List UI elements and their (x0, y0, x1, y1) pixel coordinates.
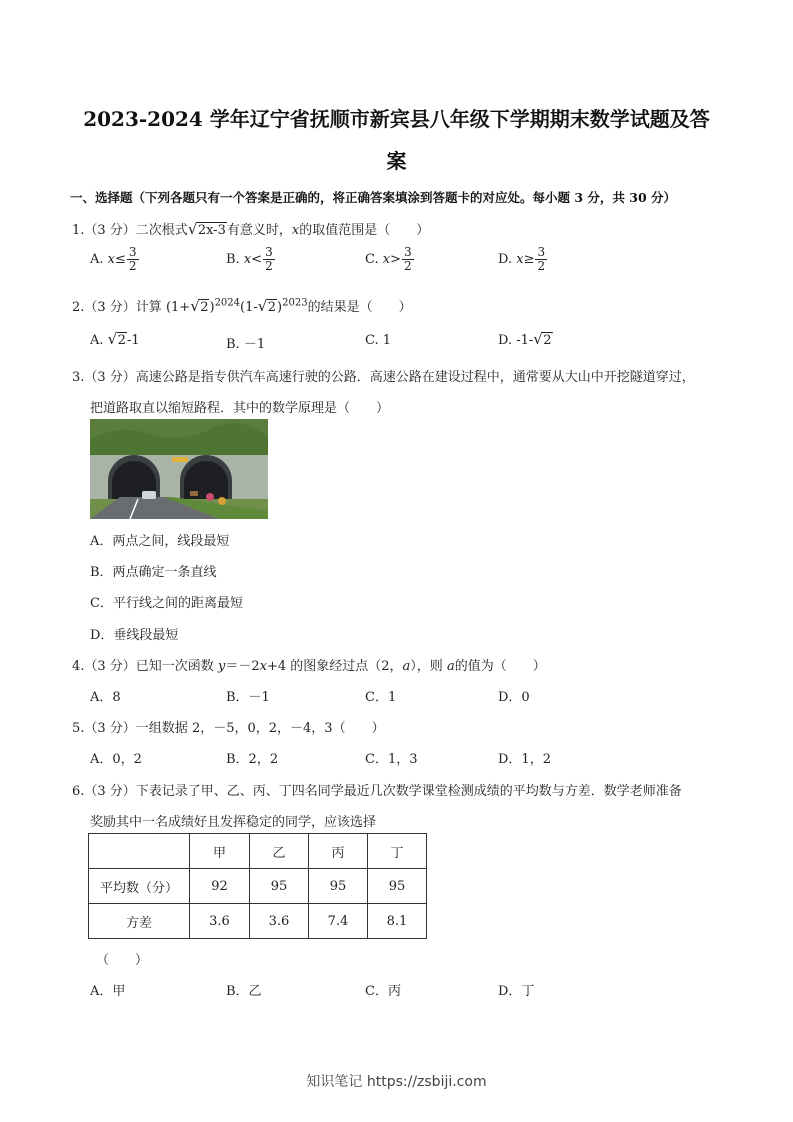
q6-option-d[interactable]: D．丁 (498, 984, 535, 999)
page-title-line2: 案 (386, 149, 407, 173)
q5-option-a[interactable]: A．0，2 (90, 752, 142, 767)
q4-option-a[interactable]: A．8 (90, 690, 121, 705)
tunnel-photo (90, 419, 268, 519)
page-title-line1: 2023-2024 学年辽宁省抚顺市新宾县八年级下学期期末数学试题及答 (83, 107, 710, 131)
q5-option-b[interactable]: B．2，2 (226, 752, 279, 767)
q2-option-d[interactable]: D. -1- √ 2 (498, 330, 552, 348)
q6-stem-line2: 奖励其中一名成绩好且发挥稳定的同学，应该选择 (90, 815, 377, 830)
section-heading: 一、选择题（下列各题只有一个答案是正确的，将正确答案填涂到答题卡的对应处。每小题 3 分，共 30 分） (70, 190, 677, 205)
q2-option-b[interactable]: B. －1 (226, 337, 266, 352)
table-header: 乙 (250, 834, 309, 869)
q5-option-d[interactable]: D．1，2 (498, 752, 551, 767)
table-cell: 平均数（分） (89, 869, 190, 904)
question-5: 5.（3 分）一组数据 2，－5，0，2，－4，3（ ） (72, 721, 385, 736)
table-cell: 3.6 (190, 904, 250, 939)
table-cell: 92 (190, 869, 250, 904)
table-header-row (89, 834, 427, 869)
table-cell: 7.4 (309, 904, 368, 939)
question-1: 1.（3 分）二次根式 √ 2x-3有意义时，x的取值范围是（ ） (72, 220, 430, 238)
table-header: 甲 (190, 834, 250, 869)
q6-option-a[interactable]: A．甲 (90, 984, 126, 999)
table-cell: 95 (368, 869, 427, 904)
footer-watermark[interactable]: 知识笔记 https://zsbiji.com (306, 1074, 487, 1090)
table-row (89, 904, 427, 939)
table-header: 丁 (368, 834, 427, 869)
q1-option-d[interactable]: D. x≥ $\frac{3}{2}$ (498, 245, 546, 273)
table-cell: 95 (309, 869, 368, 904)
q3-stem-line1: 3.（3 分）高速公路是指专供汽车高速行驶的公路．高速公路在建设过程中，通常要从大山中开挖隧道穿过， (72, 370, 695, 385)
q5-option-c[interactable]: C．1，3 (365, 752, 418, 767)
q3-stem-line2: 把道路取直以缩短路程．其中的数学原理是（ ） (90, 401, 390, 416)
q3-option-c[interactable]: C．平行线之间的距离最短 (90, 596, 243, 611)
q1-option-c[interactable]: C. x> $\frac{3}{2}$ (365, 245, 412, 273)
q3-option-b[interactable]: B．两点确定一条直线 (90, 565, 217, 580)
question-4: 4.（3 分）已知一次函数 y＝－2x+4 的图象经过点（2，a），则 a的值为（ ） (72, 659, 546, 674)
question-2: 2.（3 分）计算 (1+ √ 2)$^{2024}$(1- √ 2)$^{2023}$的结果是（ ） (72, 297, 412, 315)
q1-option-b[interactable]: B. x< $\frac{3}{2}$ (226, 245, 273, 273)
q6-answer-blank: （ ） (96, 953, 149, 968)
scores-table (88, 833, 427, 939)
table-cell: 方差 (89, 904, 190, 939)
table-cell: 3.6 (250, 904, 309, 939)
q6-stem-line1: 6.（3 分）下表记录了甲、乙、丙、丁四名同学最近几次数学课堂检测成绩的平均数与方差．数学老师准备 (72, 784, 682, 799)
q4-option-c[interactable]: C．1 (365, 690, 397, 705)
table-cell (89, 834, 190, 869)
q1-option-a[interactable]: A. x≤ $\frac{3}{2}$ (90, 245, 137, 273)
q4-option-d[interactable]: D．0 (498, 690, 530, 705)
table-cell: 95 (250, 869, 309, 904)
q1-stem: 1.（3 分）二次根式 (72, 223, 188, 238)
q3-option-d[interactable]: D．垂线段最短 (90, 628, 179, 643)
q6-option-c[interactable]: C．丙 (365, 984, 401, 999)
q1-radical: √ 2x-3 (187, 220, 226, 238)
q3-option-a[interactable]: A．两点之间，线段最短 (90, 534, 230, 549)
q4-option-b[interactable]: B．－1 (226, 690, 270, 705)
q2-option-c[interactable]: C. 1 (365, 333, 392, 348)
q2-option-a[interactable]: A. √ 2-1 (90, 330, 140, 348)
table-cell: 8.1 (368, 904, 427, 939)
q6-option-b[interactable]: B．乙 (226, 984, 262, 999)
table-header: 丙 (309, 834, 368, 869)
table-row (89, 869, 427, 904)
